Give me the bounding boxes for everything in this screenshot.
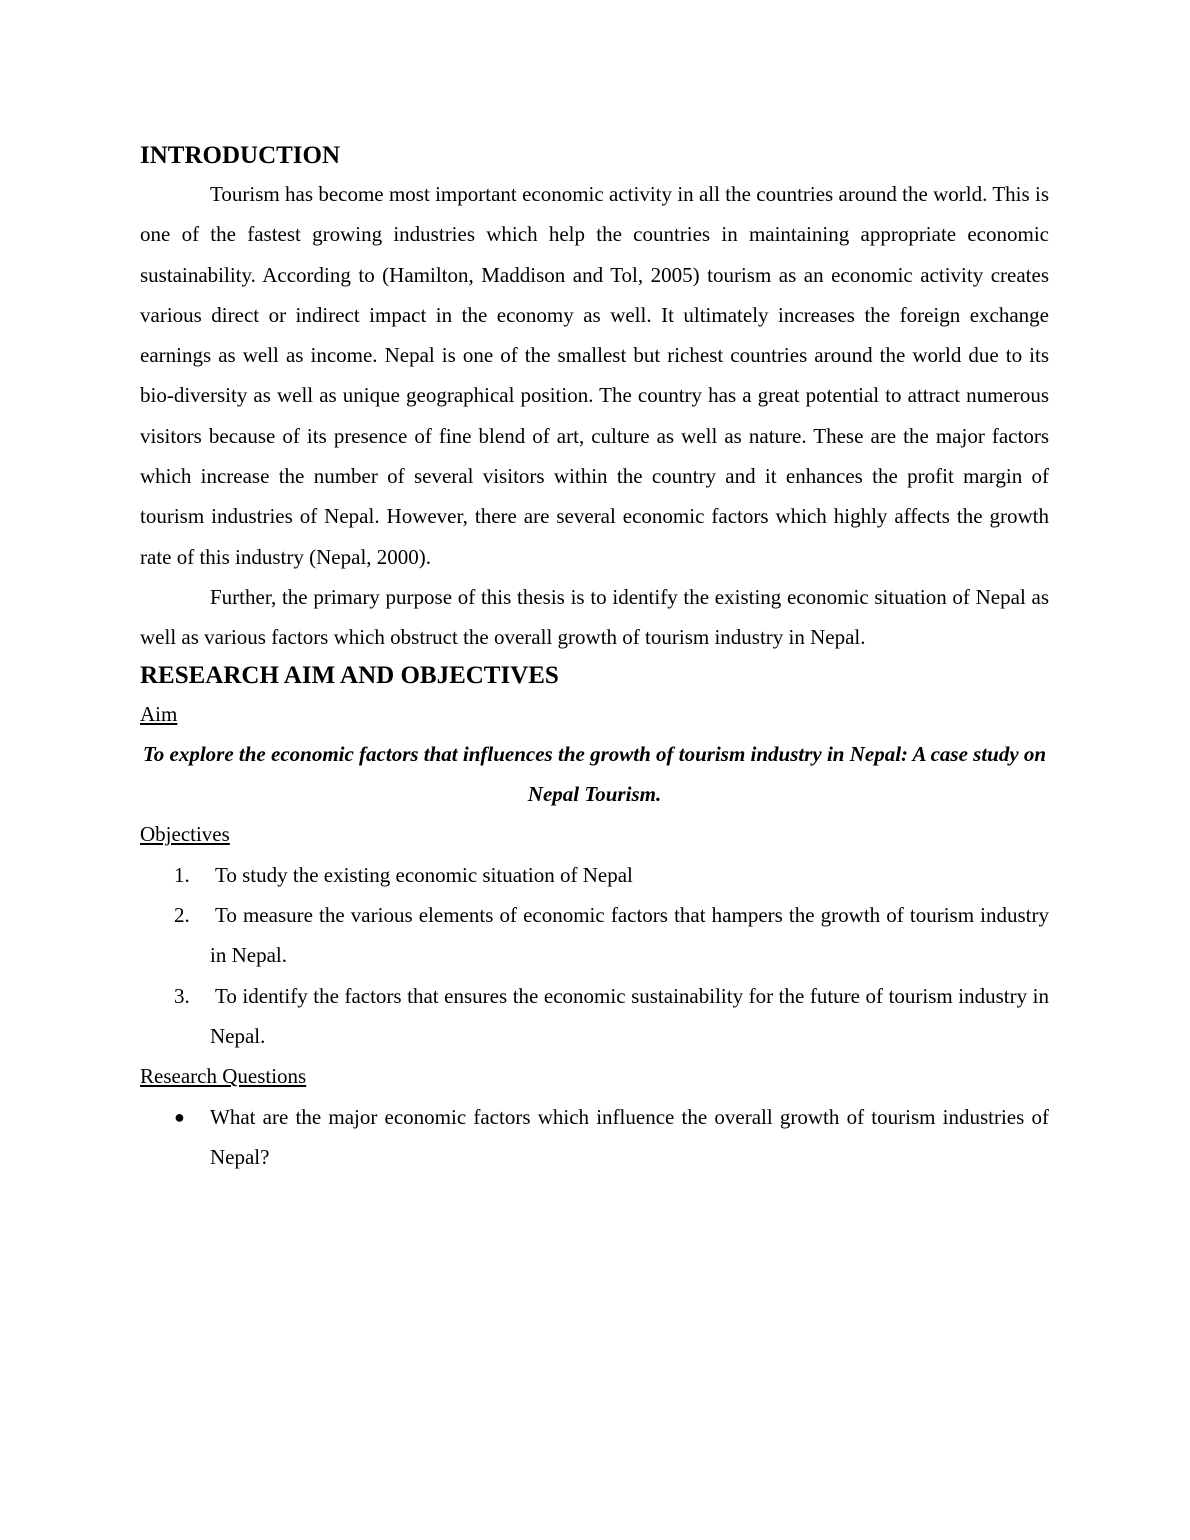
research-questions-list xyxy=(140,1097,1049,1178)
objectives-label: Objectives xyxy=(140,822,230,847)
objective-number: 3. xyxy=(174,983,190,1008)
introduction-heading: INTRODUCTION xyxy=(140,142,341,169)
aim-label: Aim xyxy=(140,701,178,726)
document-page xyxy=(140,138,1049,1177)
bullet-icon: ● xyxy=(174,1106,185,1127)
objective-text: To identify the factors that ensures the economic sustainability for the future of tourism industry in Nepal. xyxy=(210,983,1049,1048)
objective-text: To study the existing economic situation of Nepal xyxy=(215,862,633,887)
objective-number: 2. xyxy=(174,903,190,928)
research-questions-label: Research Questions xyxy=(140,1064,307,1089)
objective-item xyxy=(140,895,1049,976)
objective-text: To measure the various elements of economic factors that hampers the growth of tourism industry in Nepal. xyxy=(210,903,1049,968)
objective-item xyxy=(140,855,1049,895)
research-question-item xyxy=(140,1097,1049,1178)
objective-item xyxy=(140,976,1049,1057)
research-aim-heading: RESEARCH AIM AND OBJECTIVES xyxy=(140,661,559,689)
research-question-text: What are the major economic factors which influence the overall growth of tourism industries of Nepal? xyxy=(210,1104,1049,1169)
objectives-list xyxy=(140,855,1049,1056)
objective-number: 1. xyxy=(174,862,190,887)
aim-statement: To explore the economic factors that influences the growth of tourism industry in Nepal: A case study on Nepal Tourism. xyxy=(142,741,1047,807)
introduction-paragraph-2: Further, the primary purpose of this thesis is to identify the existing economic situation of Nepal as well as various factors which obstruct the overall growth of tourism industry in Nepal. xyxy=(140,584,1049,650)
introduction-paragraph-1: Tourism has become most important economic activity in all the countries around the world. This is one of the fastest growing industries which help the countries in maintaining appropriate economic sustainability. According to (Hamilton, Maddison and Tol, 2005) tourism as an economic activity creates various direct or indirect impact in the economy as well. It ultimately increases the foreign exchange earnings as well as income. Nepal is one of the smallest but richest countries around the world due to its bio-diversity as well as unique geographical position. The country has a great potential to attract numerous visitors because of its presence of fine blend of art, culture as well as nature. These are the major factors which increase the number of several visitors within the country and it enhances the profit margin of tourism industries of Nepal. However, there are several economic factors which highly affects the growth rate of this industry (Nepal, 2000). xyxy=(140,182,1049,569)
